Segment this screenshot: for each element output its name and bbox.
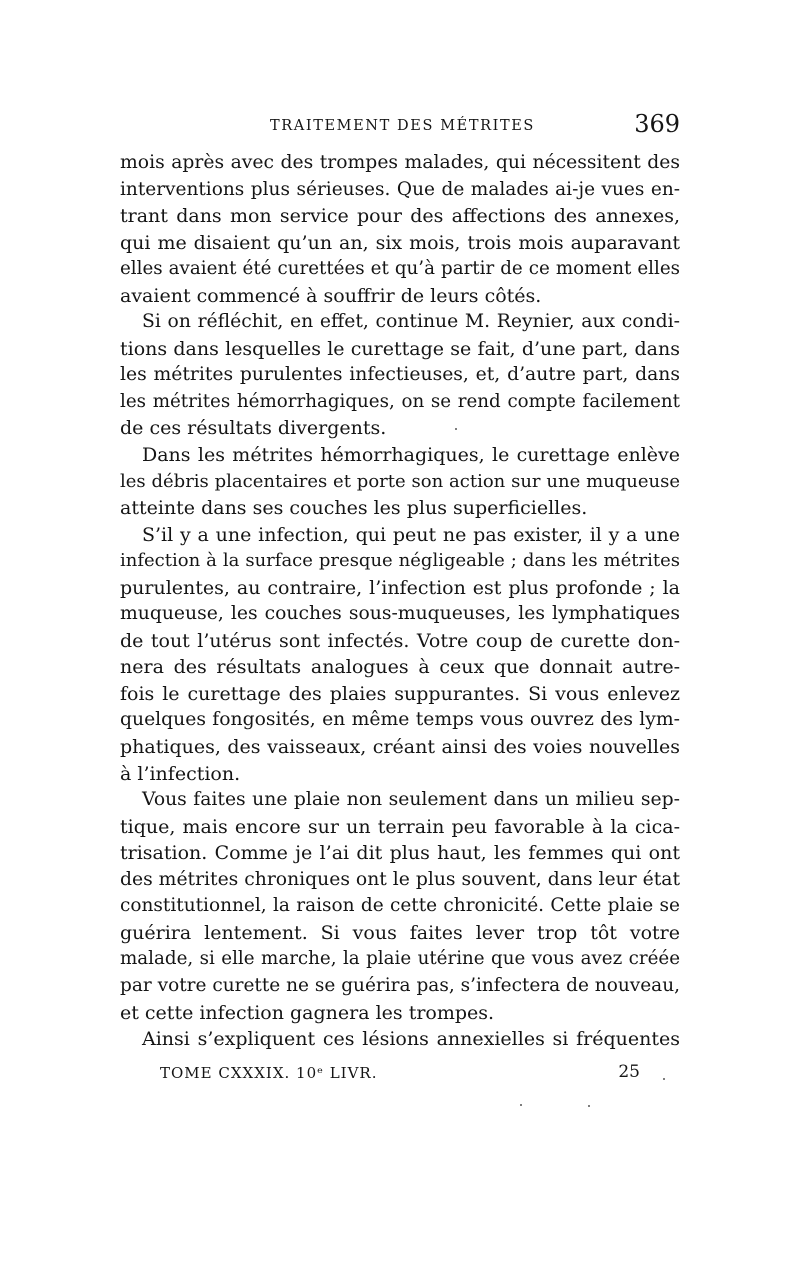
- text-line: guérira lentement. Si vous faites lever trop tôt votre: [120, 921, 680, 944]
- running-title: TRAITEMENT DES MÉTRITES: [270, 118, 535, 134]
- print-speck: [588, 1105, 590, 1107]
- page-footer: [160, 1064, 640, 1088]
- text-line: fois le curettage des plaies suppurantes. Si vous enlevez: [120, 682, 680, 705]
- text-line: mois après avec des trompes malades, qui nécessitent des: [120, 152, 680, 173]
- page-number: 369: [634, 110, 680, 138]
- text-line: quelques fongosités, en même temps vous ouvrez des lym-: [120, 709, 680, 731]
- text-line: à l’infection.: [120, 762, 241, 785]
- text-line: phatiques, des vaisseaux, créant ainsi des voies nouvelles: [120, 736, 680, 759]
- print-speck: [663, 1078, 665, 1080]
- text-line: les débris placentaires et porte son action sur une muqueuse: [120, 470, 680, 492]
- body-text: [120, 150, 680, 1053]
- text-line: trant dans mon service pour des affections des annexes,: [120, 205, 680, 228]
- running-head: [120, 110, 680, 140]
- text-line: Ainsi s’expliquent ces lésions annexielles si fréquentes: [142, 1028, 680, 1051]
- text-line: muqueuse, les couches sous-muqueuses, les lymphatiques: [120, 603, 680, 625]
- text-line: par votre curette ne se guérira pas, s’infectera de nouveau,: [120, 974, 680, 996]
- text-line: trisation. Comme je l’ai dit plus haut, les femmes qui ont: [120, 842, 680, 865]
- text-line: Si on réfléchit, en effet, continue M. Reynier, aux condi-: [142, 311, 680, 333]
- text-line: qui me disaient qu’un an, six mois, trois mois auparavant: [120, 231, 680, 254]
- text-line: constitutionnel, la raison de cette chronicité. Cette plaie se: [120, 895, 680, 917]
- text-line: avaient commencé à souffrir de leurs côtés.: [120, 284, 542, 307]
- text-line: tique, mais encore sur un terrain peu favorable à la cica-: [120, 815, 680, 838]
- print-speck: [520, 1104, 522, 1106]
- sheet-number: 25: [618, 1062, 640, 1082]
- text-line: tions dans lesquelles le curettage se fait, d’une part, dans: [120, 337, 680, 360]
- text-line: des métrites chroniques ont le plus souvent, dans leur état: [120, 868, 680, 890]
- text-line: de tout l’utérus sont infectés. Votre coup de curette don-: [120, 629, 680, 652]
- text-line: elles avaient été curettées et qu’à partir de ce moment elles: [120, 258, 680, 280]
- text-line: les métrites hémorrhagiques, on se rend compte facilement: [120, 390, 680, 412]
- signature-mark: TOME CXXXIX. 10ᵉ LIVR.: [160, 1064, 378, 1082]
- text-line: malade, si elle marche, la plaie utérine que vous avez créée: [120, 948, 680, 970]
- text-line: S’il y a une infection, qui peut ne pas exister, il y a une: [142, 523, 680, 546]
- text-line: infection à la surface presque négligeable ; dans les métrites: [120, 550, 680, 572]
- text-line: interventions plus sérieuses. Que de malades ai-je vues en-: [120, 178, 680, 200]
- text-line: et cette infection gagnera les trompes.: [120, 1001, 495, 1024]
- text-line: les métrites purulentes infectieuses, et, d’autre part, dans: [120, 364, 680, 386]
- print-speck: [455, 428, 457, 430]
- text-line: Dans les métrites hémorrhagiques, le curettage enlève: [142, 444, 680, 467]
- text-line: Vous faites une plaie non seulement dans un milieu sep-: [142, 789, 680, 811]
- text-line: purulentes, au contraire, l’infection est plus profonde ; la: [120, 576, 680, 599]
- text-line: nera des résultats analogues à ceux que donnait autre-: [120, 656, 680, 679]
- text-line: de ces résultats divergents.: [120, 417, 387, 440]
- text-line: atteinte dans ses couches les plus superficielles.: [120, 497, 588, 520]
